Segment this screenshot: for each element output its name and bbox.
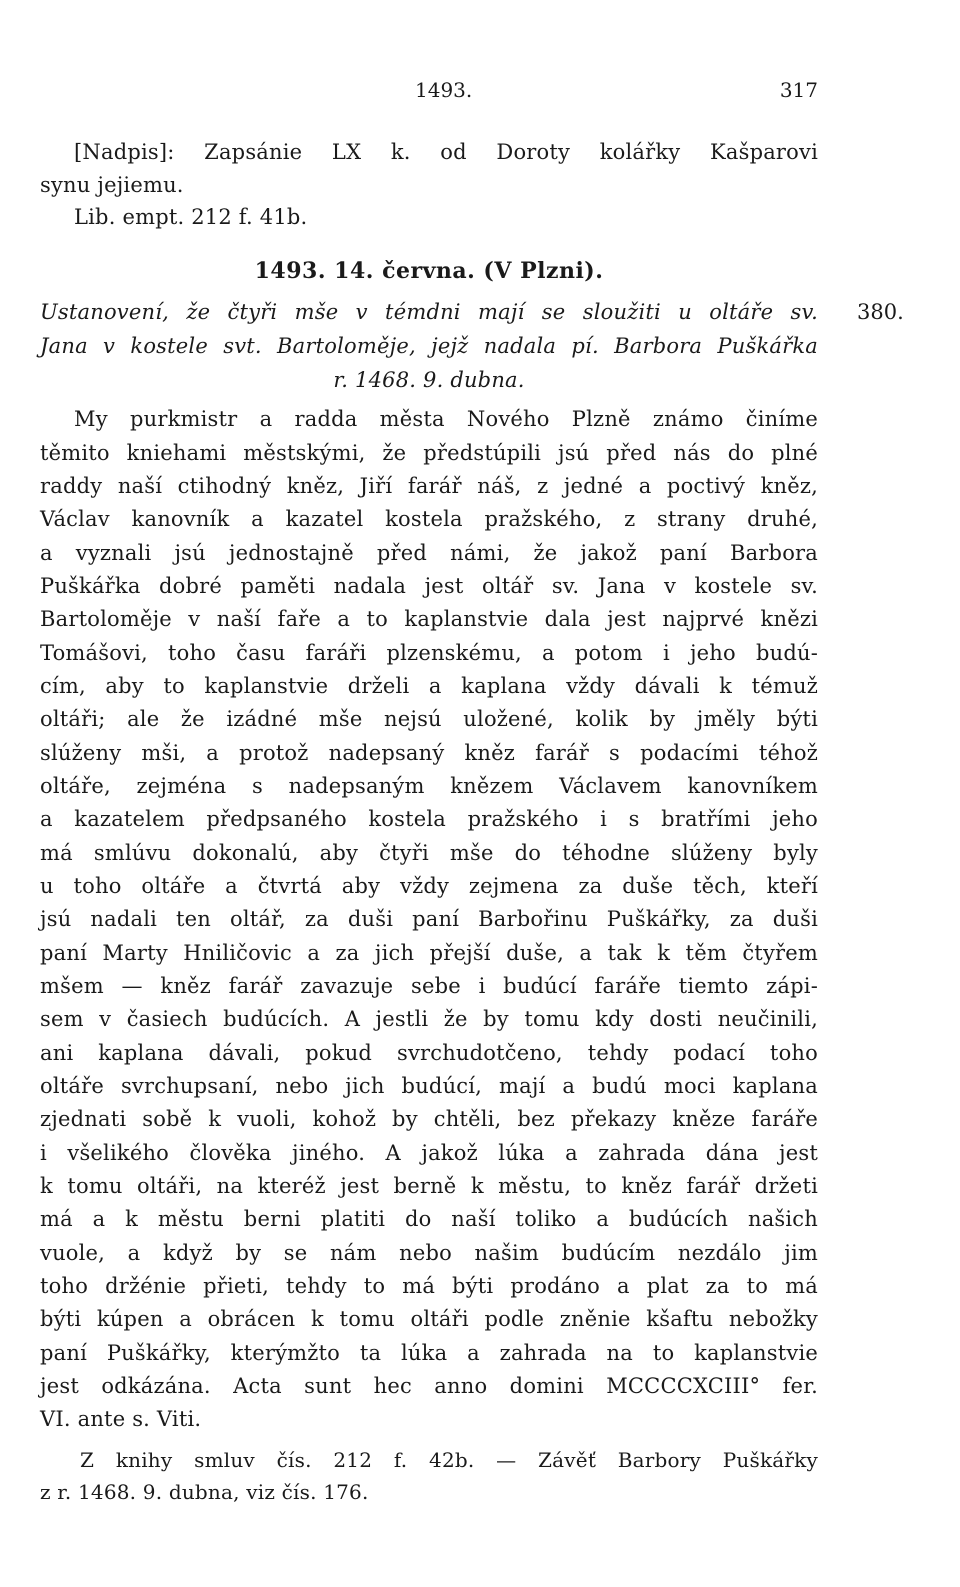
- body-line: cím, aby to kaplanstvie drželi a kaplana vždy dávali k témuž: [40, 674, 818, 698]
- body-line: oltáře, zejména s nadepsaným knězem Václavem kanovníkem: [40, 774, 818, 798]
- body-line: oltáři; ale že izádné mše nejsú uložené, kolik by jměly býti: [40, 707, 818, 731]
- body-line: raddy naší ctihodný kněz, Jiří farář náš, z jedné a poctivý kněz,: [40, 474, 818, 498]
- body-line: Tomášovi, toho času faráři plzenskému, a potom i jeho budú-: [40, 641, 818, 665]
- body-line: Bartoloměje v naší faře a to kaplanstvie dala jest najprvé knězi: [40, 607, 818, 631]
- body-line: jsú nadali ten oltář, za duši paní Barbořinu Puškářky, za duši: [40, 907, 818, 931]
- body-line: býti kúpen a obrácen k tomu oltáři podle zněnie kšaftu nebožky: [40, 1307, 818, 1331]
- source-note-line: z r. 1468. 9. dubna, viz čís. 176.: [40, 1480, 369, 1504]
- body-line: paní Marty Hniličovic a za jich přejší duše, a tak k těm čtyřem: [40, 941, 818, 965]
- body-line: slúženy mši, a protož nadepsaný kněz farář s podacími téhož: [40, 741, 818, 765]
- body-line: mšem — kněz farář zavazuje sebe i budúcí faráře tiemto zápi-: [40, 974, 818, 998]
- body-line: zjednati sobě k vuoli, kohož by chtěli, bez překazy kněze faráře: [40, 1107, 818, 1131]
- body-line: i všelikého člověka jiného. A jakož lúka a zahrada dána jest: [40, 1141, 818, 1165]
- body-line: vuole, a když by se nám nebo našim budúcím nezdálo jim: [40, 1241, 818, 1265]
- previous-entry-title-line: synu jejiemu.: [40, 173, 184, 197]
- body-line: jest odkázána. Acta sunt hec anno domini MCCCCXCIII° fer.: [40, 1374, 818, 1398]
- body-line: k tomu oltáři, na kteréž jest berně k městu, to kněz farář držeti: [40, 1174, 818, 1198]
- running-header-year: 1493.: [415, 78, 473, 102]
- body-line: a kazatelem předpsaného kostela pražského i s bratřími jeho: [40, 807, 818, 831]
- source-note-line: Z knihy smluv čís. 212 f. 42b. — Závěť Barbory Puškářky: [80, 1448, 818, 1472]
- document-date-heading: 1493. 14. června. (V Plzni).: [254, 258, 604, 284]
- running-header: [40, 78, 818, 102]
- previous-entry-source: Lib. empt. 212 f. 41b.: [74, 205, 308, 229]
- body-line: má smlúvu dokonalú, aby čtyři mše do téhodne slúženy byly: [40, 841, 818, 865]
- body-line: Václav kanovník a kazatel kostela pražského, z strany druhé,: [40, 507, 818, 531]
- body-line: ani kaplana dávali, pokud svrchudotčeno, tehdy podací toho: [40, 1041, 818, 1065]
- document-number: 380.: [857, 300, 904, 324]
- body-line: těmito kniehami městskými, že předstúpili jsú před nás do plné: [40, 441, 818, 465]
- body-line: My purkmistr a radda města Nového Plzně známo činíme: [74, 407, 818, 431]
- regest-line: r. 1468. 9. dubna.: [333, 368, 525, 392]
- body-line: VI. ante s. Viti.: [40, 1407, 202, 1431]
- body-line: má a k městu berni platiti do naší toliko a budúcích našich: [40, 1207, 818, 1231]
- previous-entry-title-line: [Nadpis]: Zapsánie LX k. od Doroty kolářky Kašparovi: [74, 140, 818, 164]
- body-line: Puškářka dobré paměti nadala jest oltář sv. Jana v kostele sv.: [40, 574, 818, 598]
- body-line: oltáře svrchupsaní, nebo jich budúcí, mají a budú moci kaplana: [40, 1074, 818, 1098]
- body-line: paní Puškářky, kterýmžto ta lúka a zahrada na to kaplanstvie: [40, 1341, 818, 1365]
- body-line: a vyznali jsú jednostajně před námi, že jakož paní Barbora: [40, 541, 818, 565]
- body-line: sem v časiech budúcích. A jestli že by tomu kdy dosti neučinili,: [40, 1007, 818, 1031]
- regest-line: Jana v kostele svt. Bartoloměje, jejž nadala pí. Barbora Puškářka: [40, 334, 818, 358]
- body-line: toho držénie přieti, tehdy to má býti prodáno a plat za to má: [40, 1274, 818, 1298]
- body-line: u toho oltáře a čtvrtá aby vždy zejmena za duše těch, kteří: [40, 874, 818, 898]
- regest-line: Ustanovení, že čtyři mše v témdni mají se sloužiti u oltáře sv.: [40, 300, 818, 324]
- page-number: 317: [779, 78, 818, 102]
